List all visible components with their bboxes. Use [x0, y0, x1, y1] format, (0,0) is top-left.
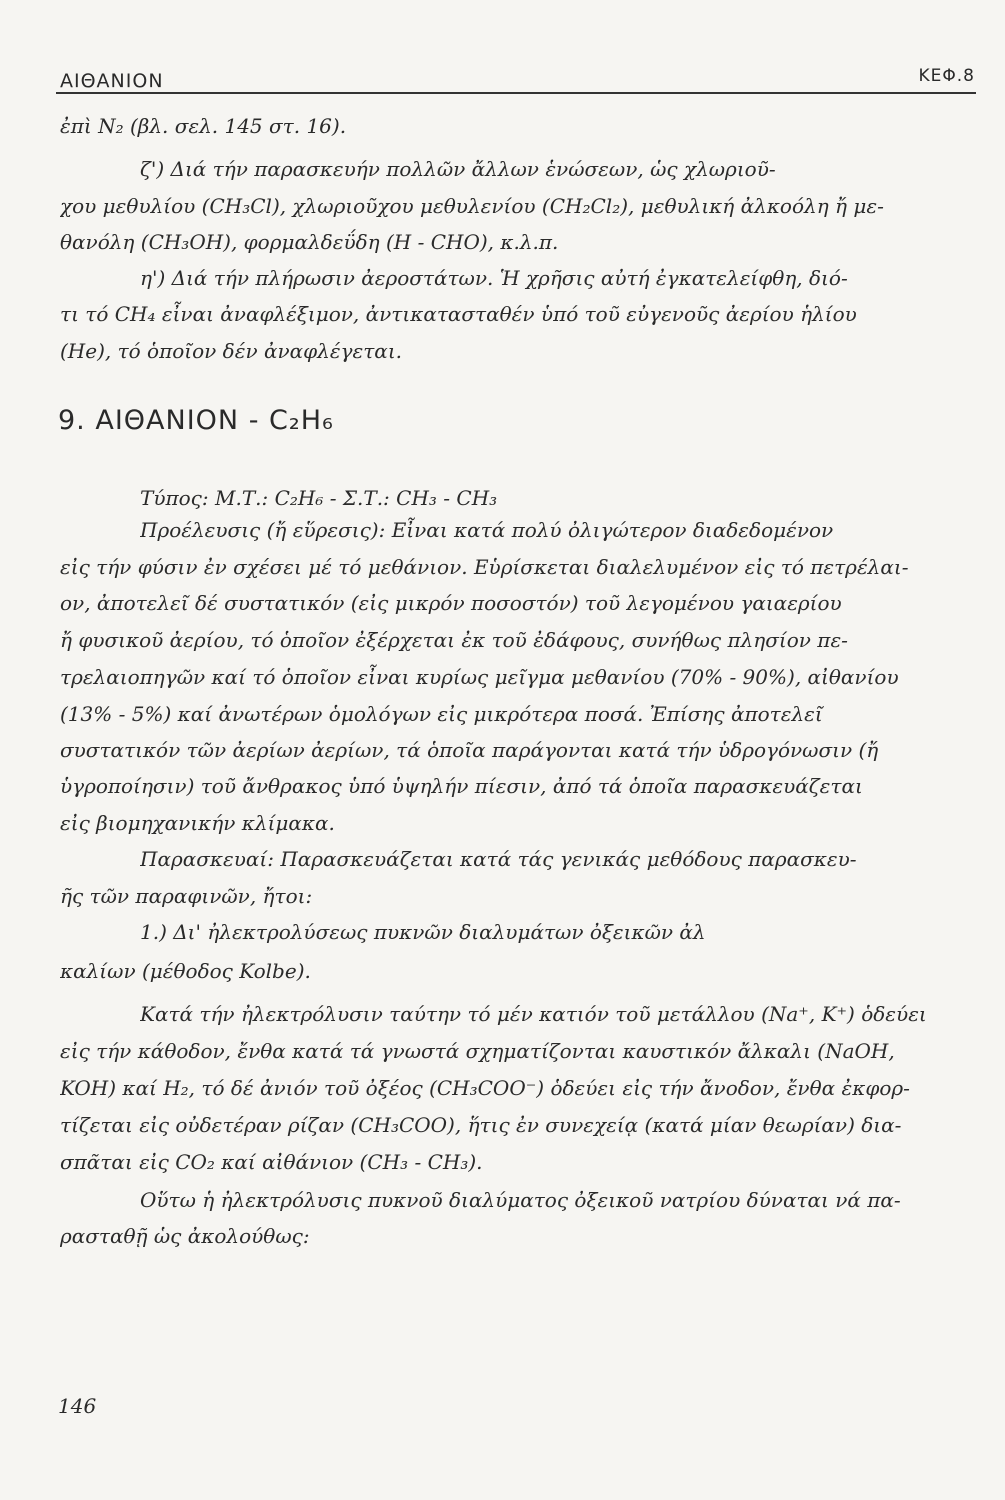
header-divider: [56, 92, 976, 94]
text-line: εἰς βιομηχανικήν κλίμακα.: [60, 811, 335, 835]
text-line: ἤ φυσικοῦ ἀερίου, τό ὁποῖον ἐξέρχεται ἐκ τοῦ ἐδάφους, συνήθως πλησίον πε-: [60, 628, 848, 652]
formula-line: Τύπος: Μ.Τ.: C₂H₆ - Σ.Τ.: CH₃ - CH₃: [140, 486, 498, 510]
text-line: ζ') Διά τήν παρασκευήν πολλῶν ἄλλων ἑνώσεων, ὡς χλωριοῦ-: [140, 157, 776, 181]
text-line: εἰς τήν φύσιν ἐν σχέσει μέ τό μεθάνιον. Εὑρίσκεται διαλελυμένον εἰς τό πετρέλαι-: [60, 555, 909, 579]
text-line: χου μεθυλίου (CH₃Cl), χλωριοῦχου μεθυλενίου (CH₂Cl₂), μεθυλική ἀλκοόλη ἤ με-: [60, 194, 884, 218]
text-line: η') Διά τήν πλήρωσιν ἀεροστάτων. Ἡ χρῆσις αὐτή ἐγκατελείφθη, διό-: [140, 266, 848, 290]
text-line: συστατικόν τῶν ἀερίων ἀερίων, τά ὁποῖα παράγονται κατά τήν ὑδρογόνωσιν (ἤ: [60, 738, 879, 762]
text-line: ὑγροποίησιν) τοῦ ἄνθρακος ὑπό ὑψηλήν πίεσιν, ἀπό τά ὁποῖα παρασκευάζεται: [60, 774, 863, 798]
text-line: τρελαιοπηγῶν καί τό ὁποῖον εἶναι κυρίως μεῖγμα μεθανίου (70% - 90%), αἰθανίου: [60, 665, 899, 689]
chapter-label: ΚΕΦ.8: [918, 66, 975, 86]
text-line: ον, ἀποτελεῖ δέ συστατικόν (εἰς μικρόν ποσοστόν) τοῦ λεγομένου γαιαερίου: [60, 591, 842, 615]
text-line: ρασταθῇ ὡς ἀκολούθως:: [60, 1224, 310, 1248]
text-line: (He), τό ὁποῖον δέν ἀναφλέγεται.: [60, 339, 403, 363]
text-line: τίζεται εἰς οὐδετέραν ρίζαν (CH₃COO), ἥτις ἐν συνεχείᾳ (κατά μίαν θεωρίαν) δια-: [60, 1113, 902, 1137]
text-line: Προέλευσις (ἤ εὕρεσις): Εἶναι κατά πολύ ὀλιγώτερον διαδεδομένον: [140, 518, 834, 542]
running-header-title: ΑΙΘΑΝΙΟΝ: [60, 70, 164, 92]
text-line: Παρασκευαί: Παρασκευάζεται κατά τάς γενικάς μεθόδους παρασκευ-: [140, 847, 857, 871]
text-line: Κατά τήν ἠλεκτρόλυσιν ταύτην τό μέν κατιόν τοῦ μετάλλου (Na⁺, K⁺) ὁδεύει: [140, 1002, 927, 1026]
text-line: εἰς τήν κάθοδον, ἔνθα κατά τά γνωστά σχηματίζονται καυστικόν ἄλκαλι (NaOH,: [60, 1039, 895, 1063]
section-title: 9. ΑΙΘΑΝΙΟΝ - C₂H₆: [58, 405, 334, 436]
text-line: σπᾶται εἰς CO₂ καί αἰθάνιον (CH₃ - CH₃).: [60, 1150, 483, 1174]
text-line: Οὕτω ἡ ἠλεκτρόλυσις πυκνοῦ διαλύματος ὀξεικοῦ νατρίου δύναται νά πα-: [140, 1188, 901, 1212]
text-line: ῆς τῶν παραφινῶν, ἤτοι:: [60, 884, 313, 908]
text-line: θανόλη (CH₃OH), φορμαλδεΰδη (H - CHO), κ.λ.π.: [60, 230, 559, 254]
text-line: ἐπὶ N₂ (βλ. σελ. 145 στ. 16).: [60, 114, 347, 138]
text-line: τι τό CH₄ εἶναι ἀναφλέξιμον, ἀντικατασταθέν ὑπό τοῦ εὐγενοῦς ἀερίου ἡλίου: [60, 302, 857, 326]
text-line: (13% - 5%) καί ἀνωτέρων ὁμολόγων εἰς μικρότερα ποσά. Ἐπίσης ἀποτελεῖ: [60, 702, 823, 726]
text-line: KOH) καί H₂, τό δέ ἀνιόν τοῦ ὀξέος (CH₃COO⁻) ὁδεύει εἰς τήν ἄνοδον, ἔνθα ἐκφορ-: [60, 1076, 910, 1100]
text-line: 1.) Δι' ἠλεκτρολύσεως πυκνῶν διαλυμάτων ὀξεικῶν ἀλ: [140, 920, 706, 944]
text-line: καλίων (μέθοδος Kolbe).: [60, 959, 311, 983]
page-number: 146: [58, 1394, 97, 1418]
